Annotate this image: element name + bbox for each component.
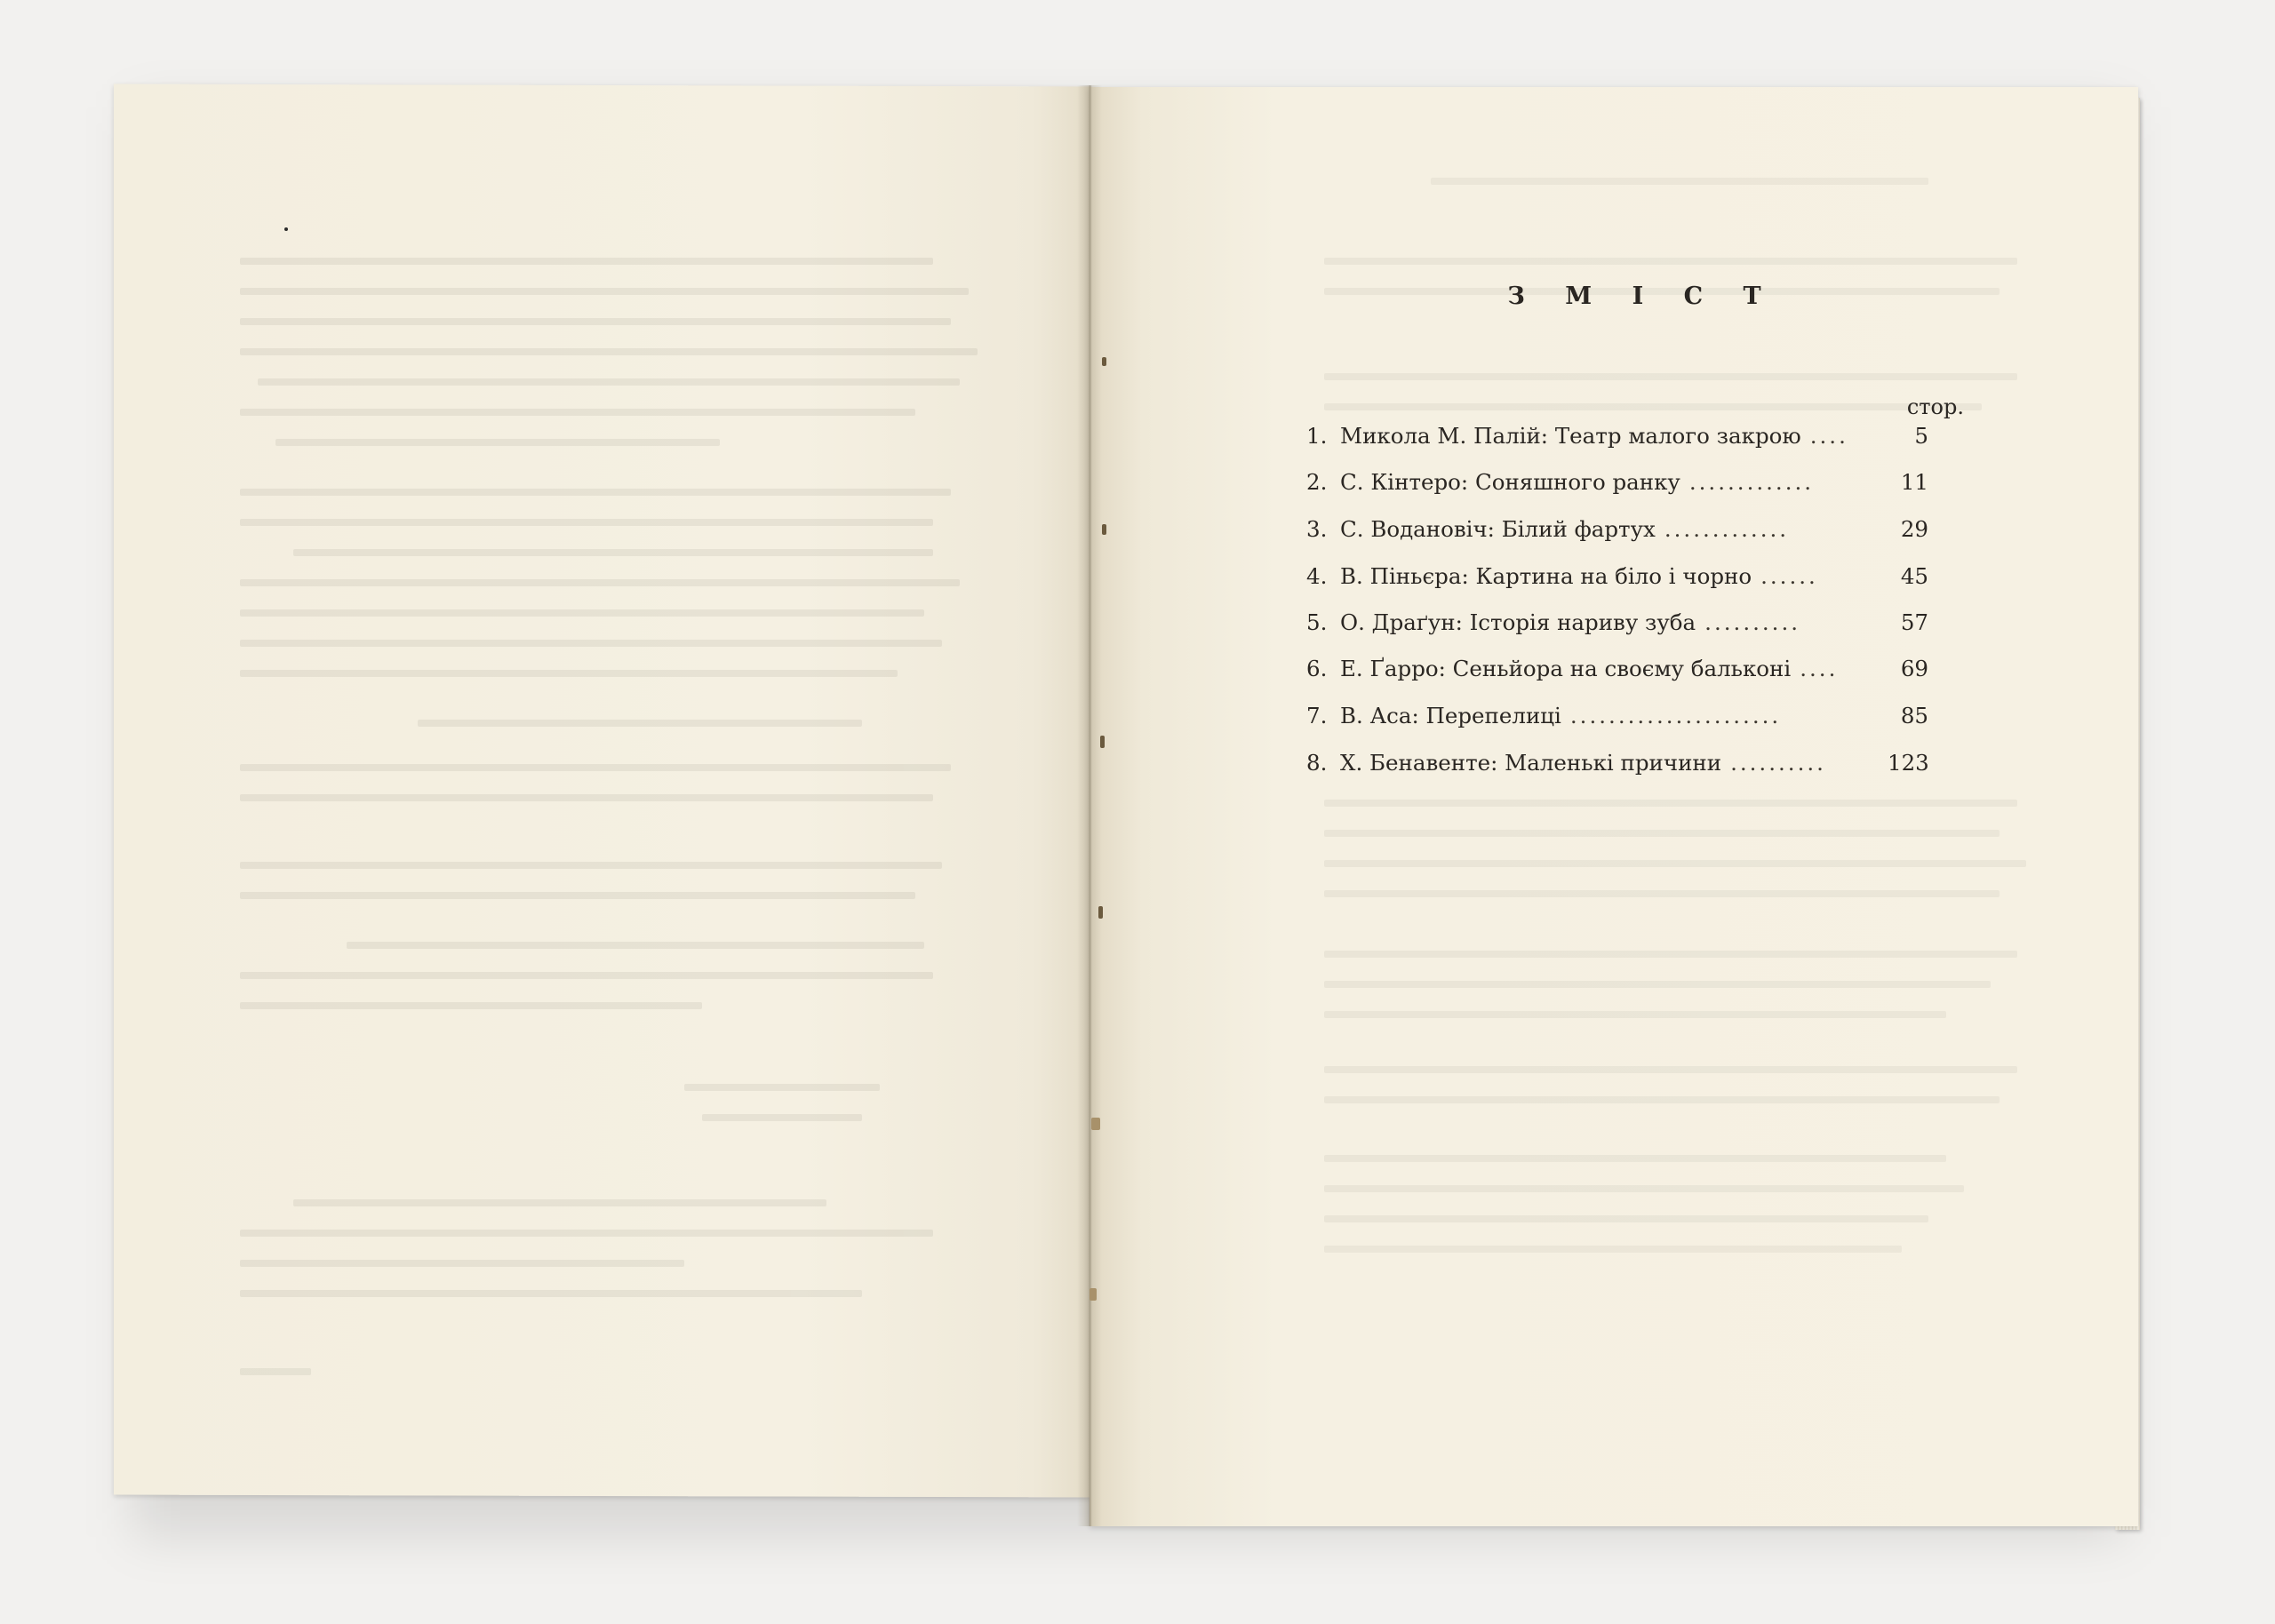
entry-number: 8. xyxy=(1306,750,1328,776)
entry-page: 29 xyxy=(1900,516,1928,542)
toc-entry xyxy=(1306,703,1928,738)
stitch-mark xyxy=(1091,1118,1100,1130)
dot-leader: .... xyxy=(1809,423,1848,449)
dot-leader: ...... xyxy=(1760,563,1818,589)
stitch-mark xyxy=(1090,1288,1097,1301)
entry-number: 6. xyxy=(1306,656,1328,681)
book-spine xyxy=(1077,85,1102,1526)
entry-page: 57 xyxy=(1900,609,1928,635)
stitch-mark xyxy=(1100,736,1105,748)
entry-page: 85 xyxy=(1900,703,1928,728)
entry-number: 1. xyxy=(1306,423,1328,449)
toc-title: З М І С Т xyxy=(1507,283,1777,310)
dot-leader: .......... xyxy=(1704,609,1801,635)
ink-dot xyxy=(284,227,288,231)
toc-entry xyxy=(1306,423,1928,458)
toc-entry xyxy=(1306,516,1928,552)
entry-number: 5. xyxy=(1306,609,1328,635)
entry-title: Е. Ґарро: Сеньйора на своєму бальконі xyxy=(1340,656,1792,681)
entry-page: 5 xyxy=(1914,423,1928,449)
entry-title: С. Водановіч: Білий фартух xyxy=(1340,516,1656,542)
toc-entry xyxy=(1306,469,1928,505)
entry-page: 123 xyxy=(1888,750,1929,776)
entry-title: С. Кінтеро: Соняшного ранку xyxy=(1340,469,1680,495)
entry-page: 11 xyxy=(1900,469,1928,495)
entry-title: Х. Бенавенте: Маленькі причини xyxy=(1340,750,1722,776)
stitch-mark xyxy=(1102,357,1106,366)
bleed-through-text-left xyxy=(240,258,978,1395)
dot-leader: ...................... xyxy=(1569,703,1782,728)
toc-entry xyxy=(1306,656,1928,691)
entry-page: 45 xyxy=(1900,563,1928,589)
entry-number: 7. xyxy=(1306,703,1328,728)
toc-entry xyxy=(1306,609,1928,645)
page-column-header: стор. xyxy=(1906,394,1964,419)
stitch-mark xyxy=(1102,524,1106,535)
toc-entry xyxy=(1306,750,1928,785)
entry-title: В. Піньєра: Картина на біло і чорно xyxy=(1340,563,1752,589)
entry-number: 3. xyxy=(1306,516,1328,542)
entry-title: Микола М. Палій: Театр малого закрою xyxy=(1340,423,1801,449)
entry-page: 69 xyxy=(1900,656,1928,681)
entry-number: 2. xyxy=(1306,469,1328,495)
stitch-mark xyxy=(1098,906,1103,919)
entry-title: О. Драґун: Історія нариву зуба xyxy=(1340,609,1696,635)
dot-leader: .......... xyxy=(1730,750,1826,776)
entry-number: 4. xyxy=(1306,563,1328,589)
dot-leader: ............. xyxy=(1688,469,1815,495)
entry-title: В. Аса: Перепелиці xyxy=(1340,703,1561,728)
dot-leader: ............. xyxy=(1664,516,1790,542)
toc-entry xyxy=(1306,563,1928,599)
dot-leader: .... xyxy=(1800,656,1839,681)
